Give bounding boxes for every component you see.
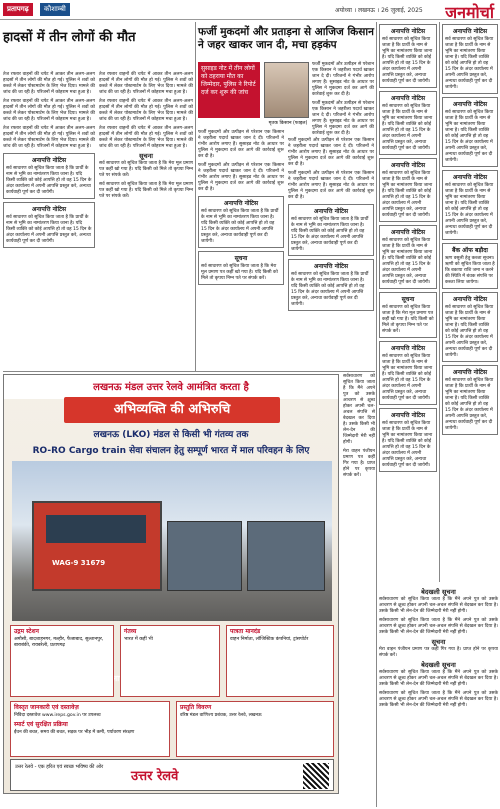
bedakhali-text: सर्वसाधारण को सूचित किया जाता है कि मैंने अपने पुत्र को उसके आचरण से क्षुब्ध होकर अपनी चल-अचल संपत्ति से बेदखल कर दिया है। उसके किसी भी लेन-देन की जिम्मेदारी मेरी नहीं होगी। bbox=[379, 670, 498, 687]
ad-detail-box bbox=[10, 701, 170, 757]
section-divider bbox=[3, 371, 375, 372]
notice-box bbox=[379, 292, 437, 338]
ad-submit-text: वरिष्ठ मंडल वाणिज्य प्रबंधक, उत्तर रेलवे, लखनऊ bbox=[180, 713, 262, 718]
ad-subtitle-2: RO-RO Cargo train सेवा संचालन हेतु सम्पूर्ण भारत में माल परिवहन के लिए bbox=[32, 446, 310, 456]
notice-text: सर्व साधारण को सूचित किया जाता है कि प्रार्थी के नाम से भूमि का नामांतरण किया जाना है। यदि किसी व्यक्ति को कोई आपत्ति हो तो वह 15 दिन के अंदर कार्यालय में अपनी आपत्ति प्रस्तुत करे, अन्यथा कार्यवाही पूर्ण कर दी जायेगी। bbox=[445, 183, 494, 236]
ad-box-destination bbox=[120, 625, 220, 697]
notice-text: सर्व साधारण को सूचित किया जाता है कि प्रार्थी के नाम से भूमि का नामांतरण किया जाना है। यदि किसी व्यक्ति को कोई आपत्ति हो तो वह 15 दिन के अंदर कार्यालय में अपनी आपत्ति प्रस्तुत करे, अन्यथा कार्यवाही पूर्ण कर दी जायेगी। bbox=[445, 37, 494, 90]
notice-title: अनापत्ति नोटिस bbox=[452, 369, 488, 376]
right-notices-col2 bbox=[442, 24, 498, 584]
lead-mid-text: फर्जी मुकदमों और उत्पीड़न से परेशान एक किसान ने जहरीला पदार्थ खाकर जान दे दी। परिजनों ने गंभीर आरोप लगाए हैं। सुसाइड नोट के आधार पर पुलिस ने मुकदमा दर्ज कर आगे की कार्रवाई शुरू कर दी है। bbox=[198, 130, 284, 159]
notice-title: अनापत्ति नोटिस bbox=[390, 95, 426, 102]
ad-head: लखनऊ मंडल उत्तर रेलवे आमंत्रित करता है bbox=[93, 382, 249, 393]
suchna-short-text: मेरा वाहन पंजीयन प्रमाण पत्र कहीं गिर गया है। प्राप्त होने पर कृपया संपर्क करें। bbox=[379, 647, 498, 658]
ad-detail-text: निविदा दस्तावेज www.ireps.gov.in पर उपलब्ध bbox=[14, 713, 101, 718]
ad-submit-title: प्रस्तुति विवरण bbox=[180, 704, 212, 711]
pull-quote: सुसाइड नोट में तीन लोगों को ठहराया मौत का जिम्मेदार, पुलिस ने रिपोर्ट दर्ज कर शुरू की जांच bbox=[198, 62, 260, 118]
notice-text: सर्व साधारण को सूचित किया जाता है कि प्रार्थी के नाम से भूमि का नामांतरण किया जाना है। यदि किसी व्यक्ति को कोई आपत्ति हो तो वह 15 दिन के अंदर कार्यालय में अपनी आपत्ति प्रस्तुत करे, अन्यथा कार्यवाही पूर्ण कर दी जायेगी। bbox=[382, 104, 433, 151]
lead-mid-text: फर्जी मुकदमों और उत्पीड़न से परेशान एक किसान ने जहरीला पदार्थ खाकर जान दे दी। परिजनों ने गंभीर आरोप लगाए हैं। सुसाइड नोट के आधार पर पुलिस ने मुकदमा दर्ज कर आगे की कार्रवाई शुरू कर दी है। bbox=[312, 62, 374, 97]
bank-notice-title: बैंक ऑफ बड़ौदा bbox=[452, 247, 488, 254]
masthead-logo: जनमोर्चा bbox=[445, 3, 494, 22]
ad-benefits-text: ईंधन की बचत, समय की बचत, सड़क पर भीड़ में कमी, पर्यावरण संरक्षण bbox=[14, 730, 135, 735]
lead-mid-side-text bbox=[312, 62, 374, 136]
notice-box bbox=[442, 97, 498, 167]
lead-left-body-col2 bbox=[99, 72, 193, 368]
lead-left-headline[interactable]: हादसों में तीन लोगों की मौत bbox=[3, 30, 136, 45]
notice-title: अनापत्ति नोटिस bbox=[390, 345, 426, 352]
suchna-short-text: मेरा वाहन पंजीयन प्रमाण पत्र कहीं गिर गया है। प्राप्त होने पर कृपया संपर्क करें। bbox=[343, 449, 375, 478]
notice-box bbox=[198, 196, 284, 248]
ad-box-title: गंतव्य bbox=[124, 628, 137, 635]
notice-title: अनापत्ति नोटिस bbox=[452, 101, 488, 108]
qr-code-icon[interactable] bbox=[303, 763, 329, 789]
notice-title: अनापत्ति नोटिस bbox=[452, 28, 488, 35]
notice-title: अनापत्ति नोटिस bbox=[31, 157, 67, 164]
ad-box-text: अमौसी, बादशाहनगर, मल्हौर, फैजाबाद, सुल्तानपुर, बाराबंकी, रायबरेली, प्रतापगढ़ bbox=[14, 637, 104, 648]
notice-box bbox=[442, 365, 498, 435]
notice-text: सर्व साधारण को सूचित किया जाता है कि प्रार्थी के नाम से भूमि का नामांतरण किया जाना है। यदि किसी व्यक्ति को कोई आपत्ति हो तो वह 15 दिन के अंदर कार्यालय में अपनी आपत्ति प्रस्तुत करे, अन्यथा कार्यवाही पूर्ण कर दी जायेगी। bbox=[382, 171, 433, 218]
notice-text: सर्व साधारण को सूचित किया जाता है कि प्रार्थी के नाम से भूमि का नामांतरण किया जाना है। यदि किसी व्यक्ति को कोई आपत्ति हो तो वह 15 दिन के अंदर कार्यालय में अपनी आपत्ति प्रस्तुत करे, अन्यथा कार्यवाही पूर्ण कर दी जायेगी। bbox=[445, 110, 494, 163]
bedakhali-title: बेदखली सूचना bbox=[421, 588, 456, 596]
lead-mid-body-col2 bbox=[288, 138, 374, 370]
notice-box bbox=[442, 243, 498, 289]
lead-mid-body bbox=[198, 130, 284, 370]
ad-box-title: पात्रता मानदंड bbox=[230, 628, 261, 635]
notice-text: सर्व साधारण को सूचित किया जाता है कि प्रार्थी के नाम से भूमि का नामांतरण किया जाना है। यदि किसी व्यक्ति को कोई आपत्ति हो तो वह 15 दिन के अंदर कार्यालय में अपनी आपत्ति प्रस्तुत करे, अन्यथा कार्यवाही पूर्ण कर दी जायेगी। bbox=[445, 378, 494, 431]
notice-text: सर्व साधारण को सूचित किया जाता है कि प्रार्थी के नाम से भूमि का नामांतरण किया जाना है। यदि किसी व्यक्ति को कोई आपत्ति हो तो वह 15 दिन के अंदर कार्यालय में अपनी आपत्ति प्रस्तुत करे, अन्यथा कार्यवाही पूर्ण कर दी जायेगी। bbox=[382, 238, 433, 285]
lead-left-body bbox=[3, 72, 95, 368]
suchna-title: सूचना bbox=[139, 152, 153, 160]
lead-left-text-3: तेज रफ्तार वाहनों की चपेट में आकर तीन अलग-अलग हादसों में तीन लोगों की मौत हो गई। पुलिस ने शवों को कब्जे में लेकर पोस्टमार्टम के लिए भेज दिया। मामले की जांच की जा रही है। परिजनों में कोहराम मचा हुआ है। bbox=[99, 126, 193, 149]
top-bar bbox=[0, 0, 500, 20]
edition-date: अयोध्या । लखनऊ । 26 जुलाई, 2025 bbox=[335, 7, 423, 14]
bedakhali-text-2: सर्वसाधारण को सूचित किया जाता है कि मैंने अपने पुत्र को उसके आचरण से क्षुब्ध होकर अपनी चल-अचल संपत्ति से बेदखल कर दिया है। उसके किसी भी लेन-देन की जिम्मेदारी मेरी नहीं होगी। bbox=[379, 691, 498, 708]
notice-title: अनापत्ति नोटिस bbox=[390, 28, 426, 35]
notice-box bbox=[288, 259, 374, 311]
lead-mid-text-2: फर्जी मुकदमों और उत्पीड़न से परेशान एक किसान ने जहरीला पदार्थ खाकर जान दे दी। परिजनों ने गंभीर आरोप लगाए हैं। सुसाइड नोट के आधार पर पुलिस ने मुकदमा दर्ज कर आगे की कार्रवाई शुरू कर दी है। bbox=[198, 163, 284, 192]
lead-left-text-2: तेज रफ्तार वाहनों की चपेट में आकर तीन अलग-अलग हादसों में तीन लोगों की मौत हो गई। पुलिस ने शवों को कब्जे में लेकर पोस्टमार्टम के लिए भेज दिया। मामले की जांच की जा रही है। परिजनों में कोहराम मचा हुआ है। bbox=[3, 99, 95, 122]
bank-notice-text: ऋण वसूली हेतु कब्जा सूचना। ऋणी को सूचित किया जाता है कि बकाया राशि जमा न करने की स्थिति में बंधक संपत्ति पर कब्जा लिया जायेगा। bbox=[445, 256, 495, 285]
notice-box bbox=[288, 204, 374, 256]
notice-box bbox=[379, 91, 437, 155]
locomotive bbox=[32, 501, 162, 591]
suchna-text-2: सर्व साधारण को सूचित किया जाता है कि मेरा मूल प्रमाण पत्र कहीं खो गया है। यदि किसी को मिले तो कृपया निम्न पते पर संपर्क करें। bbox=[99, 182, 194, 199]
farmer-photo bbox=[264, 62, 309, 118]
lead-mid-headline[interactable]: फर्जी मुकदमों और प्रताड़ना से आजिज किसान ने जहर खाकर जान दी, मचा हड़कंप bbox=[198, 26, 374, 51]
column-divider bbox=[439, 22, 440, 582]
notice-title: अनापत्ति नोटिस bbox=[31, 206, 67, 213]
ad-detail-row bbox=[10, 701, 334, 757]
ad-footer-note: उत्तर रेलवे - एक हरित एवं स्वच्छ भविष्य की ओर bbox=[15, 764, 104, 770]
suchna-text: सर्व साधारण को सूचित किया जाता है कि मेरा मूल प्रमाण पत्र कहीं खो गया है। यदि किसी को मिले तो कृपया निम्न पते पर संपर्क करें। bbox=[382, 305, 434, 334]
suchna-title: सूचना bbox=[431, 638, 446, 646]
ad-title: अभिव्यक्ति की अभिरुचि bbox=[64, 397, 280, 423]
notice-box bbox=[379, 158, 437, 222]
section-tag-secondary[interactable]: कौशाम्बी bbox=[40, 3, 70, 16]
ad-box-text: भारत में कहीं भी bbox=[124, 637, 153, 642]
notice-text: सर्व साधारण को सूचित किया जाता है कि प्रार्थी के नाम से भूमि का नामांतरण किया जाना है। यदि किसी व्यक्ति को कोई आपत्ति हो तो वह 15 दिन के अंदर कार्यालय में अपनी आपत्ति प्रस्तुत करे, अन्यथा कार्यवाही पूर्ण कर दी जायेगी। bbox=[6, 215, 92, 244]
section-tag[interactable]: प्रतापगढ़ bbox=[3, 3, 33, 16]
notice-text: सर्व साधारण को सूचित किया जाता है कि प्रार्थी के नाम से भूमि का नामांतरण किया जाना है। यदि किसी व्यक्ति को कोई आपत्ति हो तो वह 15 दिन के अंदर कार्यालय में अपनी आपत्ति प्रस्तुत करे, अन्यथा कार्यवाही पूर्ण कर दी जायेगी। bbox=[201, 209, 279, 244]
ad-detail-title: विस्तृत जानकारी एवं दस्तावेज़ bbox=[14, 704, 79, 711]
ad-box-title: उद्गम स्टेशन bbox=[14, 628, 39, 635]
notice-title: अनापत्ति नोटिस bbox=[313, 208, 349, 215]
ad-box-text: वाहन निर्माता, लॉजिस्टिक कंपनियां, ट्रांसपोर्टर bbox=[230, 637, 309, 642]
notice-box bbox=[442, 170, 498, 240]
notice-title: अनापत्ति नोटिस bbox=[223, 200, 259, 207]
notice-box bbox=[379, 408, 437, 472]
locomotive-number: WAG-9 31679 bbox=[52, 559, 106, 567]
suchna-text: सर्व साधारण को सूचित किया जाता है कि मेरा मूल प्रमाण पत्र कहीं खो गया है। यदि किसी को मिले तो कृपया निम्न पते पर संपर्क करें। bbox=[201, 264, 278, 281]
lead-left-text-2: तेज रफ्तार वाहनों की चपेट में आकर तीन अलग-अलग हादसों में तीन लोगों की मौत हो गई। पुलिस ने शवों को कब्जे में लेकर पोस्टमार्टम के लिए भेज दिया। मामले की जांच की जा रही है। परिजनों में कोहराम मचा हुआ है। bbox=[99, 99, 193, 122]
notice-box bbox=[379, 225, 437, 289]
notice-text: सर्व साधारण को सूचित किया जाता है कि प्रार्थी के नाम से भूमि का नामांतरण किया जाना है। यदि किसी व्यक्ति को कोई आपत्ति हो तो वह 15 दिन के अंदर कार्यालय में अपनी आपत्ति प्रस्तुत करे, अन्यथा कार्यवाही पूर्ण कर दी जायेगी। bbox=[445, 305, 494, 358]
lead-mid-text-2: फर्जी मुकदमों और उत्पीड़न से परेशान एक किसान ने जहरीला पदार्थ खाकर जान दे दी। परिजनों ने गंभीर आरोप लगाए हैं। सुसाइड नोट के आधार पर पुलिस ने मुकदमा दर्ज कर आगे की कार्रवाई शुरू कर दी है। bbox=[288, 171, 374, 200]
ad-info-boxes bbox=[10, 625, 334, 697]
column-divider bbox=[376, 22, 377, 807]
notice-text: सर्व साधारण को सूचित किया जाता है कि प्रार्थी के नाम से भूमि का नामांतरण किया जाना है। यदि किसी व्यक्ति को कोई आपत्ति हो तो वह 15 दिन के अंदर कार्यालय में अपनी आपत्ति प्रस्तुत करे, अन्यथा कार्यवाही पूर्ण कर दी जायेगी। bbox=[382, 354, 433, 401]
lead-left-text: तेज रफ्तार वाहनों की चपेट में आकर तीन अलग-अलग हादसों में तीन लोगों की मौत हो गई। पुलिस ने शवों को कब्जे में लेकर पोस्टमार्टम के लिए भेज दिया। मामले की जांच की जा रही है। परिजनों में कोहराम मचा हुआ है। bbox=[3, 72, 95, 95]
ad-box-eligibility bbox=[226, 625, 334, 697]
locomotive-window bbox=[46, 515, 146, 543]
lead-left-text-3: तेज रफ्तार वाहनों की चपेट में आकर तीन अलग-अलग हादसों में तीन लोगों की मौत हो गई। पुलिस ने शवों को कब्जे में लेकर पोस्टमार्टम के लिए भेज दिया। मामले की जांच की जा रही है। परिजनों में कोहराम मचा हुआ है। bbox=[3, 126, 95, 149]
notice-title: अनापत्ति नोटिस bbox=[390, 229, 426, 236]
northern-railway-logo: उत्तर रेलवे bbox=[131, 769, 179, 784]
notice-title: अनापत्ति नोटिस bbox=[390, 412, 426, 419]
wagon bbox=[167, 521, 242, 591]
notice-box bbox=[379, 24, 437, 88]
wagon bbox=[247, 521, 325, 591]
notice-box bbox=[379, 341, 437, 405]
notice-title: अनापत्ति नोटिस bbox=[452, 174, 488, 181]
notice-box bbox=[198, 251, 284, 285]
lead-mid-text: फर्जी मुकदमों और उत्पीड़न से परेशान एक किसान ने जहरीला पदार्थ खाकर जान दे दी। परिजनों ने गंभीर आरोप लगाए हैं। सुसाइड नोट के आधार पर पुलिस ने मुकदमा दर्ज कर आगे की कार्रवाई शुरू कर दी है। bbox=[288, 138, 374, 167]
notice-box bbox=[3, 202, 95, 248]
right-bottom-notices bbox=[343, 374, 375, 794]
ad-box-origin bbox=[10, 625, 114, 697]
notice-title: अनापत्ति नोटिस bbox=[390, 162, 426, 169]
notice-box bbox=[442, 292, 498, 362]
railway-advertisement[interactable] bbox=[3, 374, 339, 794]
suchna-text: सर्व साधारण को सूचित किया जाता है कि मेरा मूल प्रमाण पत्र कहीं खो गया है। यदि किसी को मिले तो कृपया निम्न पते पर संपर्क करें। bbox=[99, 161, 194, 178]
roro-label: लाभ bbox=[111, 674, 125, 683]
notice-box bbox=[442, 24, 498, 94]
ad-footer bbox=[10, 759, 334, 791]
notice-text: सर्व साधारण को सूचित किया जाता है कि प्रार्थी के नाम से भूमि का नामांतरण किया जाना है। यदि किसी व्यक्ति को कोई आपत्ति हो तो वह 15 दिन के अंदर कार्यालय में अपनी आपत्ति प्रस्तुत करे, अन्यथा कार्यवाही पूर्ण कर दी जायेगी। bbox=[291, 272, 369, 307]
right-notices-col1 bbox=[379, 24, 437, 584]
notice-text: सर्व साधारण को सूचित किया जाता है कि प्रार्थी के नाम से भूमि का नामांतरण किया जाना है। यदि किसी व्यक्ति को कोई आपत्ति हो तो वह 15 दिन के अंदर कार्यालय में अपनी आपत्ति प्रस्तुत करे, अन्यथा कार्यवाही पूर्ण कर दी जायेगी। bbox=[291, 217, 369, 252]
suchna-title: सूचना bbox=[234, 255, 248, 262]
notice-text: सर्व साधारण को सूचित किया जाता है कि प्रार्थी के नाम से भूमि का नामांतरण किया जाना है। यदि किसी व्यक्ति को कोई आपत्ति हो तो वह 15 दिन के अंदर कार्यालय में अपनी आपत्ति प्रस्तुत करे, अन्यथा कार्यवाही पूर्ण कर दी जायेगी। bbox=[382, 37, 433, 84]
column-divider bbox=[195, 22, 196, 372]
photo-caption: मृतक किसान (फाइल) bbox=[268, 121, 308, 126]
notice-title: अनापत्ति नोटिस bbox=[452, 296, 488, 303]
bedakhali-text: सर्वसाधारण को सूचित किया जाता है कि मैंने अपने पुत्र को उसके आचरण से क्षुब्ध होकर अपनी चल-अचल संपत्ति से बेदखल कर दिया है। उसके किसी भी लेन-देन की जिम्मेदारी मेरी नहीं होगी। bbox=[379, 597, 498, 614]
bedakhali-text: सर्वसाधारण को सूचित किया जाता है कि मैंने अपने पुत्र को उसके आचरण से क्षुब्ध होकर अपनी चल-अचल संपत्ति से बेदखल कर दिया है। उसके किसी भी लेन-देन की जिम्मेदारी मेरी नहीं होगी। bbox=[343, 374, 375, 445]
bedakhali-text-2: सर्वसाधारण को सूचित किया जाता है कि मैंने अपने पुत्र को उसके आचरण से क्षुब्ध होकर अपनी चल-अचल संपत्ति से बेदखल कर दिया है। उसके किसी भी लेन-देन की जिम्मेदारी मेरी नहीं होगी। bbox=[379, 618, 498, 635]
notice-title: अनापत्ति नोटिस bbox=[313, 263, 349, 270]
ad-benefits-title: स्मार्ट एवं सुरक्षित प्रक्रिया bbox=[14, 721, 68, 728]
lead-mid-text-2: फर्जी मुकदमों और उत्पीड़न से परेशान एक किसान ने जहरीला पदार्थ खाकर जान दे दी। परिजनों ने गंभीर आरोप लगाए हैं। सुसाइड नोट के आधार पर पुलिस ने मुकदमा दर्ज कर आगे की कार्रवाई शुरू कर दी है। bbox=[312, 101, 374, 136]
notice-box bbox=[3, 153, 95, 199]
lead-left-text: तेज रफ्तार वाहनों की चपेट में आकर तीन अलग-अलग हादसों में तीन लोगों की मौत हो गई। पुलिस ने शवों को कब्जे में लेकर पोस्टमार्टम के लिए भेज दिया। मामले की जांच की जा रही है। परिजनों में कोहराम मचा हुआ है। bbox=[99, 72, 193, 95]
bottom-right-notices bbox=[379, 586, 498, 806]
ad-subtitle: लखनऊ (LKO) मंडल से किसी भी गंतव्य तक bbox=[93, 430, 249, 440]
bedakhali-title: बेदखली सूचना bbox=[421, 661, 456, 669]
ad-submit-box bbox=[176, 701, 334, 757]
notice-text: सर्व साधारण को सूचित किया जाता है कि प्रार्थी के नाम से भूमि का नामांतरण किया जाना है। यदि किसी व्यक्ति को कोई आपत्ति हो तो वह 15 दिन के अंदर कार्यालय में अपनी आपत्ति प्रस्तुत करे, अन्यथा कार्यवाही पूर्ण कर दी जायेगी। bbox=[6, 166, 92, 195]
suchna-title: सूचना bbox=[401, 296, 415, 303]
notice-text: सर्व साधारण को सूचित किया जाता है कि प्रार्थी के नाम से भूमि का नामांतरण किया जाना है। यदि किसी व्यक्ति को कोई आपत्ति हो तो वह 15 दिन के अंदर कार्यालय में अपनी आपत्ति प्रस्तुत करे, अन्यथा कार्यवाही पूर्ण कर दी जायेगी। bbox=[382, 421, 433, 468]
